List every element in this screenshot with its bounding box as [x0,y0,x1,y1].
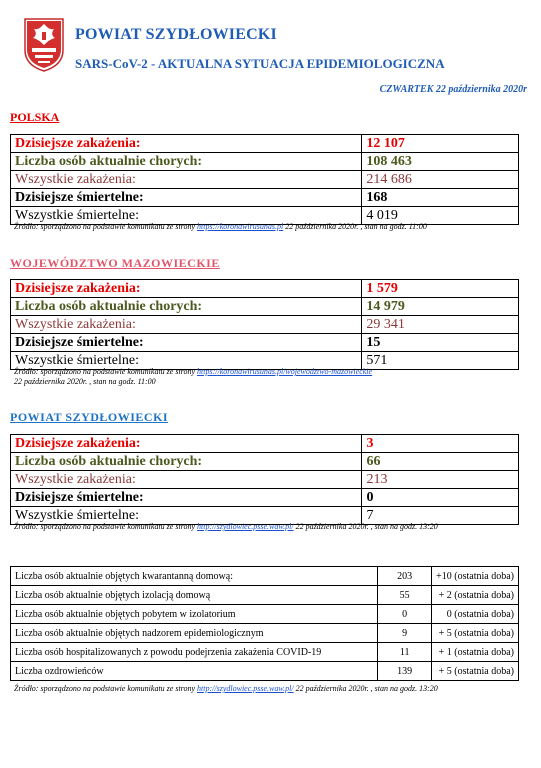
row-label: Dzisiejsze śmiertelne: [11,334,362,352]
row-value: 4 019 [362,207,519,225]
row-label: Liczba osób aktualnie objętych kwarantanną domową: [11,567,378,586]
source-note-mazowieckie [14,367,454,387]
row-label: Wszystkie śmiertelne: [11,352,362,370]
source-prefix: Źródło: sporządzono na podstawie komunikatu ze strony [14,684,196,693]
row-label: Dzisiejsze zakażenia: [11,135,362,153]
section-title-mazowieckie: WOJEWÓDZTWO MAZOWIECKIE [10,256,220,270]
table-row [11,298,519,316]
source-note-details [14,684,438,694]
row-label: Liczba osób aktualnie chorych: [11,153,362,171]
table-row [11,189,519,207]
stats-table-powiat [10,434,519,525]
row-value: 0 [362,489,519,507]
table-row [11,135,519,153]
row-value: 203 [378,567,432,586]
section-title-powiat: POWIAT SZYDŁOWIECKI [10,410,169,424]
row-value: 9 [378,624,432,643]
table-row [11,471,519,489]
stats-table-polska [10,134,519,225]
table-row [11,171,519,189]
section-title-polska: POLSKA [10,110,60,124]
table-row [11,280,519,298]
table-row [11,153,519,171]
row-label: Liczba osób aktualnie chorych: [11,298,362,316]
table-row [11,624,519,643]
row-label: Liczba osób hospitalizowanych z powodu podejrzenia zakażenia COVID-19 [11,643,378,662]
source-suffix: 22 października 2020r. , stan na godz. 11:00 [14,377,156,386]
report-date: CZWARTEK 22 października 2020r [379,84,527,95]
table-row [11,662,519,681]
table-row [11,605,519,624]
source-link[interactable]: https://koronawirusunas.pl/wojewodztwo-mazowieckie [197,367,373,376]
header-title: POWIAT SZYDŁOWIECKI [75,26,277,43]
row-value: 29 341 [362,316,519,334]
row-value: 66 [362,453,519,471]
row-value: 11 [378,643,432,662]
source-link[interactable]: http://szydlowiec.psse.waw.pl/ [197,684,294,693]
row-value: 12 107 [362,135,519,153]
row-value: 108 463 [362,153,519,171]
details-table [10,566,519,681]
row-value: 168 [362,189,519,207]
row-label: Wszystkie zakażenia: [11,471,362,489]
row-value: 3 [362,435,519,453]
row-change: + 5 (ostatnia doba) [431,662,518,681]
row-label: Dzisiejsze zakażenia: [11,435,362,453]
row-change: 0 (ostatnia doba) [431,605,518,624]
source-suffix: 22 października 2020r. , stan na godz. 11:00 [285,222,427,231]
row-label: Wszystkie zakażenia: [11,171,362,189]
row-change: +10 (ostatnia doba) [431,567,518,586]
stats-table-mazowieckie [10,279,519,370]
table-row [11,567,519,586]
table-row [11,435,519,453]
source-note-powiat [14,522,438,532]
source-suffix: 22 października 2020r. , stan na godz. 13:20 [295,522,438,531]
row-label: Liczba osób aktualnie objętych nadzorem epidemiologicznym [11,624,378,643]
source-link[interactable]: https://koronawirusunas.pl [197,222,284,231]
row-change: + 1 (ostatnia doba) [431,643,518,662]
row-value: 0 [378,605,432,624]
row-value: 213 [362,471,519,489]
source-suffix: 22 października 2020r. , stan na godz. 13:20 [295,684,438,693]
row-label: Wszystkie śmiertelne: [11,507,362,525]
table-row [11,489,519,507]
row-value: 55 [378,586,432,605]
table-row [11,334,519,352]
row-label: Dzisiejsze śmiertelne: [11,189,362,207]
coat-of-arms-logo [24,18,64,72]
row-value: 7 [362,507,519,525]
row-value: 139 [378,662,432,681]
source-prefix: Źródło: sporządzono na podstawie komunikatu ze strony [14,522,196,531]
row-change: + 2 (ostatnia doba) [431,586,518,605]
row-value: 14 979 [362,298,519,316]
row-label: Liczba osób aktualnie chorych: [11,453,362,471]
row-label: Liczba osób aktualnie objętych izolacją domową [11,586,378,605]
row-change: + 5 (ostatnia doba) [431,624,518,643]
table-row [11,586,519,605]
source-prefix: Źródło: sporządzono na podstawie komunikatu ze strony [14,367,196,376]
row-label: Wszystkie śmiertelne: [11,207,362,225]
source-prefix: Źródło: sporządzono na podstawie komunikatu ze strony [14,222,196,231]
source-link[interactable]: http://szydlowiec.psse.waw.pl/ [197,522,294,531]
page-header [0,0,541,110]
row-value: 1 579 [362,280,519,298]
source-note-polska [14,222,427,232]
table-row [11,453,519,471]
row-label: Dzisiejsze zakażenia: [11,280,362,298]
row-value: 15 [362,334,519,352]
row-label: Wszystkie zakażenia: [11,316,362,334]
row-value: 214 686 [362,171,519,189]
row-value: 571 [362,352,519,370]
row-label: Dzisiejsze śmiertelne: [11,489,362,507]
header-subtitle: SARS-CoV-2 - AKTUALNA SYTUACJA EPIDEMIOLOGICZNA [75,56,445,71]
row-label: Liczba ozdrowieńców [11,662,378,681]
table-row [11,643,519,662]
table-row [11,316,519,334]
row-label: Liczba osób aktualnie objętych pobytem w izolatorium [11,605,378,624]
